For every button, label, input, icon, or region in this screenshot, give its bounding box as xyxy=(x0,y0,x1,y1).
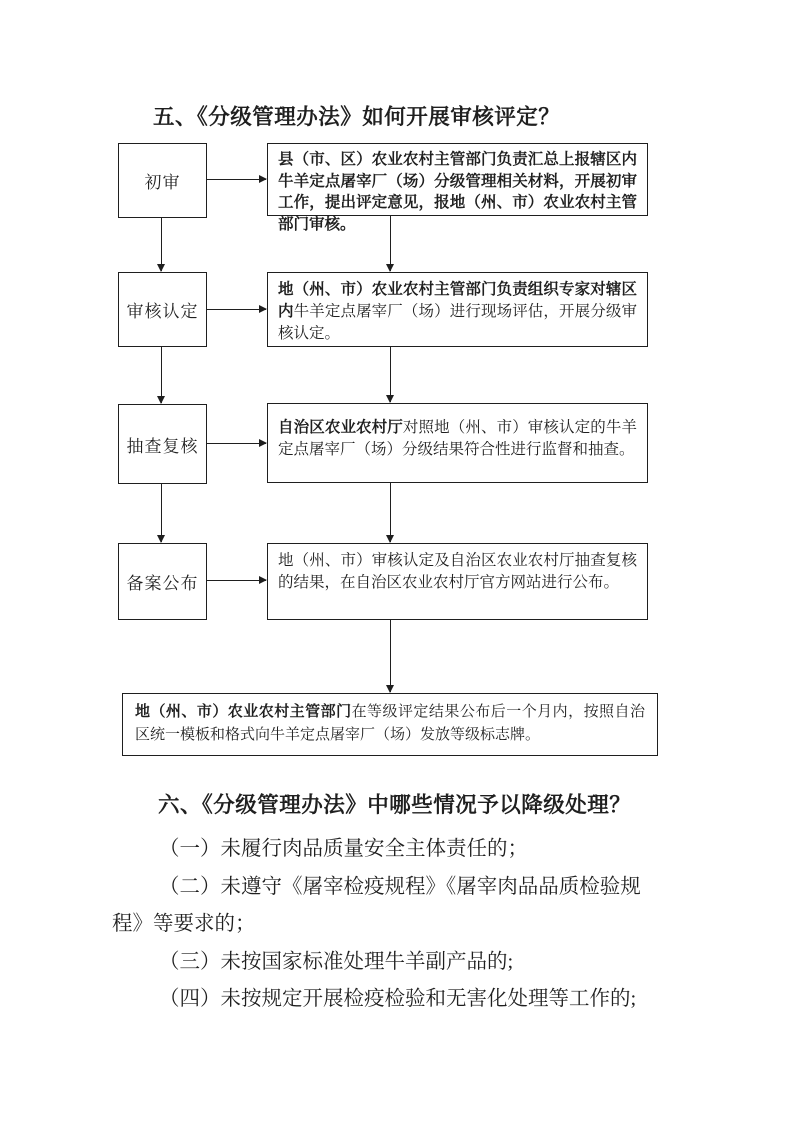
flow-step-box-4 xyxy=(118,543,207,620)
section6-item-3: （三）未按国家标准处理牛羊副产品的; xyxy=(159,950,514,973)
flow-desc-2-run-2: 牛羊定点屠宰厂（场）进行现场评估，开展分级审核认定。 xyxy=(278,303,637,342)
flow-desc-1-run-1: 县（市、区）农业农村主管部门负责汇总上报辖区内牛羊定点屠宰厂（场）分级管理相关材料，开展初审工作，提出评定意见，报地（州、市）农业农村主管部门审核。 xyxy=(278,151,637,233)
arrow-down-icon-left-3 xyxy=(161,484,162,542)
arrow-down-icon-left-1 xyxy=(161,218,162,271)
section5-title: 五、《分级管理办法》如何开展审核评定？ xyxy=(153,105,561,129)
flow-desc-4-run-1: 地（州、市）审核认定及自治区农业农村厅抽查复核的结果，在自治区农业农村厅官方网站进行公布。 xyxy=(278,552,637,591)
flow-desc-box-3 xyxy=(267,403,648,483)
arrow-right-icon-2 xyxy=(207,309,266,310)
section6-item-1: （一）未履行肉品质量安全主体责任的； xyxy=(159,838,528,860)
flow-result-run-2: 在等级评定结果公布后一个月内，按照自治区统一模板和格式向牛羊定点屠宰厂（场）发放等级标志牌。 xyxy=(135,704,645,743)
arrow-down-icon-right-1 xyxy=(390,216,391,271)
arrow-down-icon-right-2 xyxy=(390,347,391,402)
flow-desc-box-4 xyxy=(267,543,648,620)
flow-result-run-1: 地（州、市）农业农村主管部门 xyxy=(135,704,352,720)
flow-step-box-1 xyxy=(118,143,207,218)
flow-desc-2-run-1: 地（州、市）农业农村主管部门负责组织专家对辖区内 xyxy=(278,281,637,320)
arrow-down-icon-right-4 xyxy=(390,620,391,692)
flow-step-box-2 xyxy=(118,272,207,347)
flow-step-box-3 xyxy=(118,404,207,484)
flow-desc-3-run-2: 对照地（州、市）审核认定的牛羊定点屠宰厂（场）分级结果符合性进行监督和抽查。 xyxy=(278,419,637,458)
section6-item-2: （二）未遵守《屠宰检疫规程》《屠宰肉品品质检验规程》等要求的； xyxy=(112,875,641,935)
arrow-right-icon-3 xyxy=(207,443,266,444)
flow-step-label-3: 抽查复核 xyxy=(126,436,199,456)
flow-step-label-4: 备案公布 xyxy=(126,574,199,593)
flow-step-label-2: 审核认定 xyxy=(126,302,199,321)
arrow-down-icon-right-3 xyxy=(390,483,391,542)
arrow-right-icon-4 xyxy=(207,580,266,581)
arrow-right-icon-1 xyxy=(207,179,266,180)
flow-result-box xyxy=(122,693,658,756)
section6-item-4: （四）未按规定开展检疫检验和无害化处理等工作的; xyxy=(159,988,637,1010)
section6-title: 六、《分级管理办法》中哪些情况予以降级处理？ xyxy=(158,793,632,817)
flow-step-label-1: 初审 xyxy=(144,173,181,192)
section6-list xyxy=(112,831,664,1019)
flow-desc-box-1 xyxy=(267,143,648,233)
arrow-down-icon-left-2 xyxy=(161,347,162,403)
flow-desc-3-run-1: 自治区农业农村厅 xyxy=(278,419,403,436)
flow-desc-box-2 xyxy=(267,272,648,347)
